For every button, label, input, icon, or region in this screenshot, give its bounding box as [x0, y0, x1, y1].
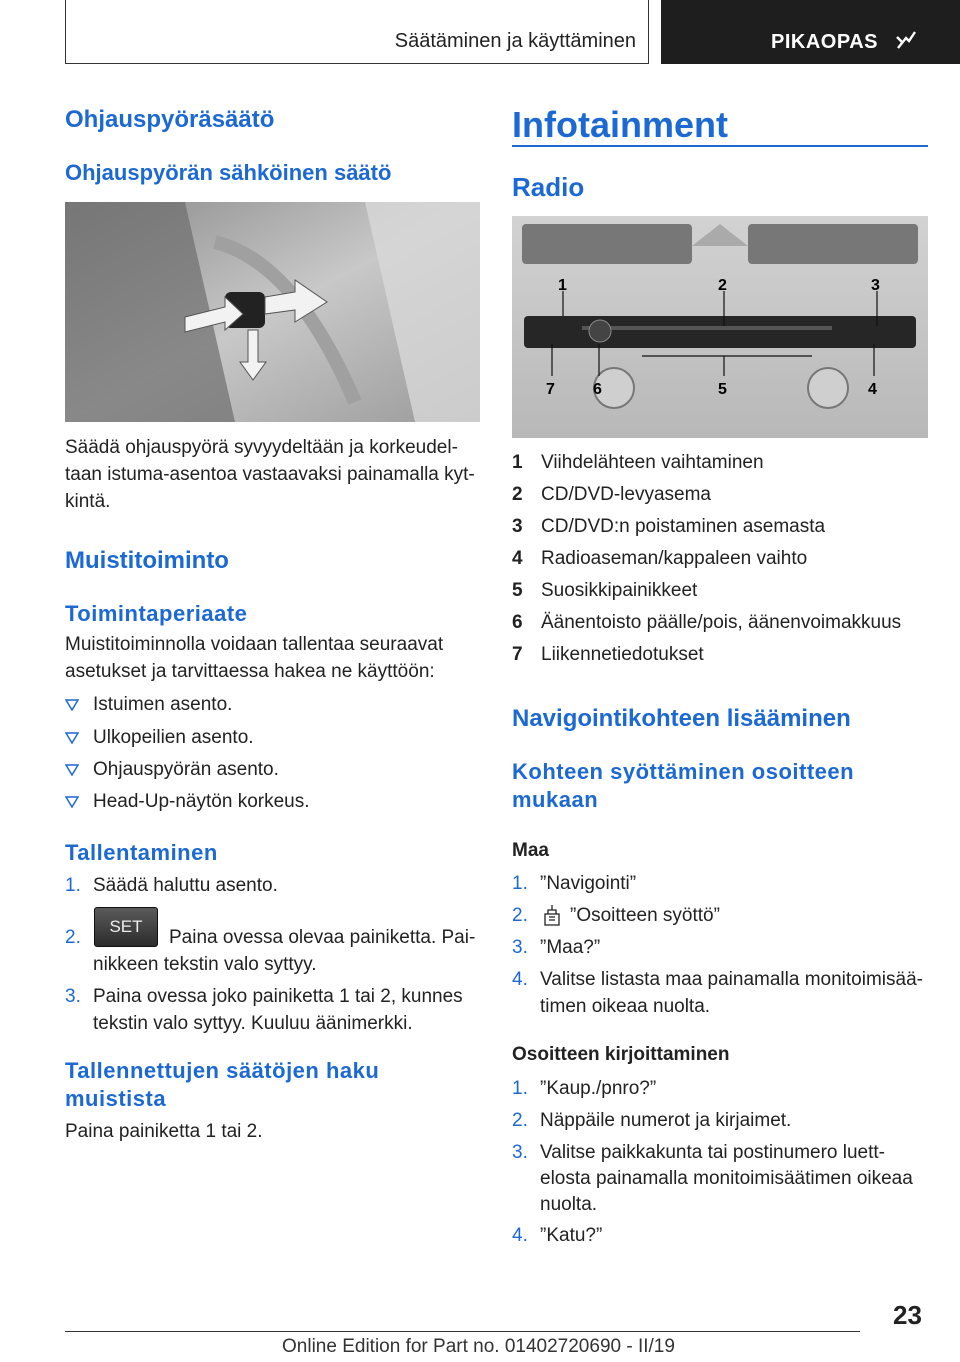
country-title: Maa	[512, 840, 549, 861]
header-badge-label: PIKAOPAS	[771, 31, 878, 53]
header-section-tab	[65, 0, 649, 64]
recall-heading-line: Tallennettujen säätöjen haku	[65, 1058, 380, 1083]
radio-callout: 7	[546, 381, 555, 398]
footer-rule	[65, 1331, 860, 1332]
radio-callout: 4	[868, 381, 877, 398]
steering-heading: Ohjauspyöräsäätö	[65, 106, 275, 133]
lightning-icon	[895, 29, 917, 51]
memory-heading: Muistitoiminto	[65, 547, 229, 574]
triangle-bullet-icon	[65, 732, 79, 744]
nav-subheading-line: Kohteen syöttäminen osoitteen	[512, 759, 855, 784]
nav-subheading-line: mukaan	[512, 787, 599, 812]
address-step-continuation: nuolta.	[540, 1194, 598, 1215]
nav-heading: Navigointikohteen lisääminen	[512, 705, 851, 732]
recall-heading-line: muistista	[65, 1086, 167, 1111]
triangle-bullet-icon	[65, 699, 79, 711]
address-input-icon	[542, 904, 562, 926]
section-rule	[512, 145, 928, 147]
save-heading: Tallentaminen	[65, 840, 218, 865]
page-number: 23	[893, 1300, 922, 1330]
radio-panel-image	[512, 216, 928, 438]
steering-text-line: Säädä ohjauspyörä syvyydeltään ja korkeudel-	[65, 437, 458, 458]
save-step-continuation: nikkeen tekstin valo syttyy.	[93, 954, 317, 975]
footer-edition: Online Edition for Part no. 01402720690 - II/19	[282, 1336, 675, 1357]
save-step-continuation: tekstin valo syttyy. Kuuluu äänimerkki.	[93, 1013, 413, 1034]
principle-heading: Toimintaperiaate	[65, 601, 248, 626]
principle-text-line: asetukset ja tarvittaessa hakea ne käyttöön:	[65, 661, 435, 682]
infotainment-heading: Infotainment	[512, 104, 728, 145]
steering-text-line: taan istuma-asentoa vastaavaksi painamalla kyt-	[65, 464, 475, 485]
address-title: Osoitteen kirjoittaminen	[512, 1044, 730, 1065]
steering-adjust-image	[65, 202, 480, 422]
header-badge	[661, 0, 960, 64]
set-button-image: SET	[94, 907, 158, 947]
steering-text-line: kintä.	[65, 491, 111, 512]
country-step-continuation: timen oikeaa nuolta.	[540, 996, 711, 1017]
radio-callout: 2	[718, 277, 727, 294]
principle-text-line: Muistitoiminnolla voidaan tallentaa seuraavat	[65, 634, 444, 655]
radio-callout: 6	[593, 381, 602, 398]
radio-heading: Radio	[512, 172, 585, 202]
radio-callout: 3	[871, 277, 880, 294]
header-section-title: Säätäminen ja käyttäminen	[394, 30, 636, 52]
recall-text: Paina painiketta 1 tai 2.	[65, 1121, 263, 1142]
radio-callout: 5	[718, 381, 727, 398]
steering-subheading: Ohjauspyörän sähköinen säätö	[65, 160, 392, 185]
radio-callout: 1	[558, 277, 567, 294]
triangle-bullet-icon	[65, 796, 79, 808]
triangle-bullet-icon	[65, 764, 79, 776]
address-step-continuation: elosta painamalla monitoimisäätimen oikeaa	[540, 1168, 913, 1189]
